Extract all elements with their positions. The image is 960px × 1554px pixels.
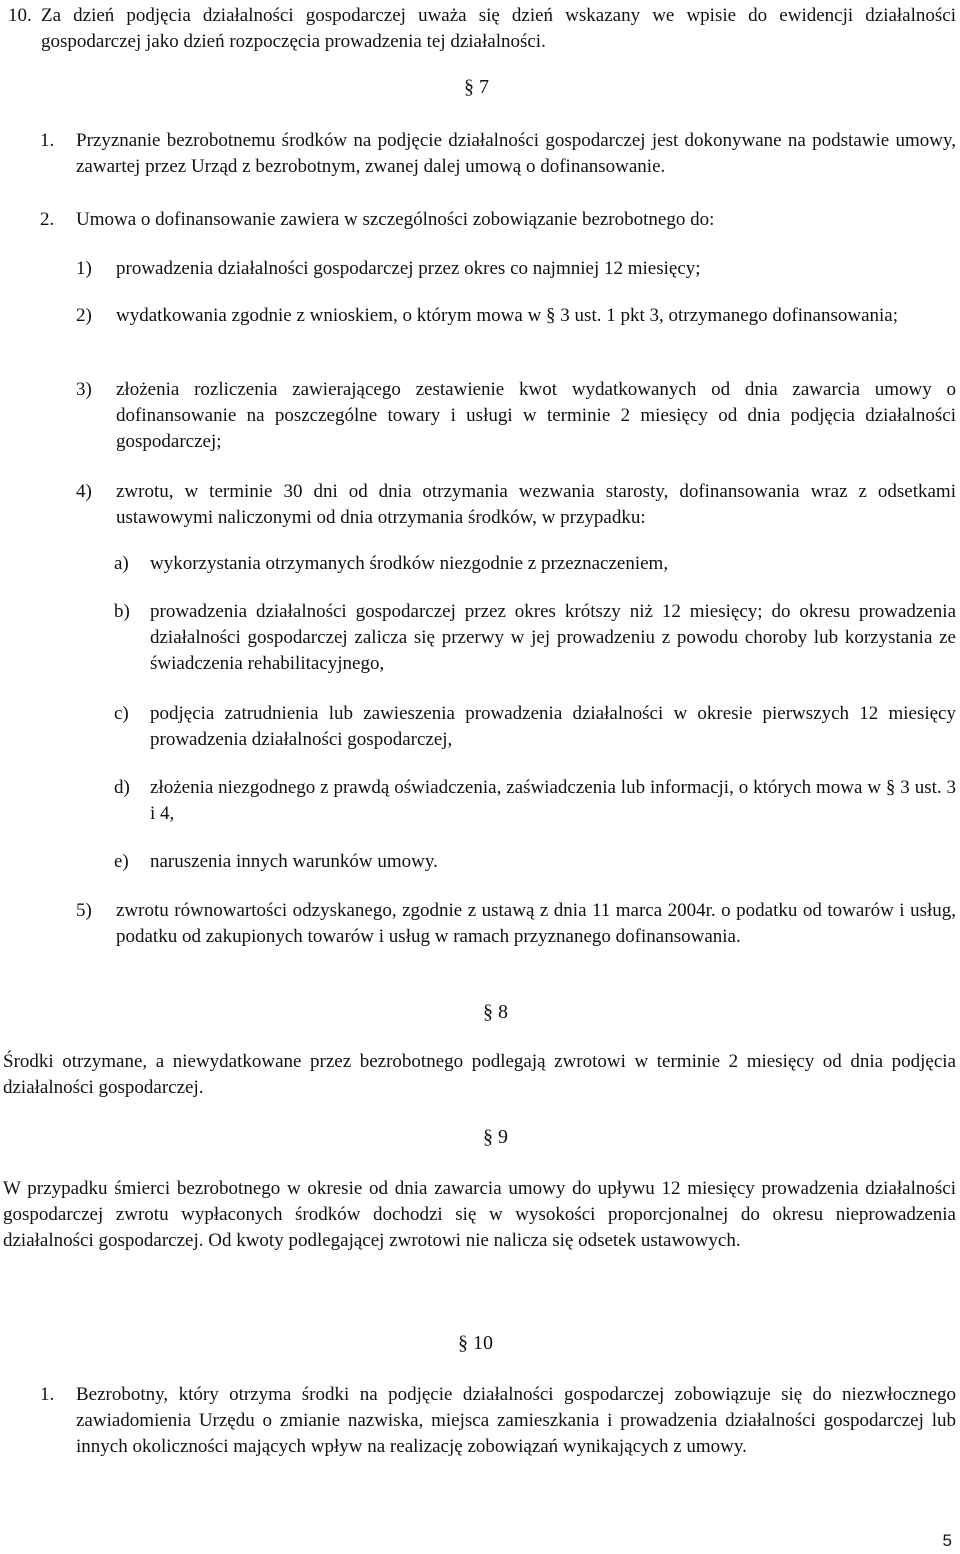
letter-item-d: [114, 775, 956, 827]
point-text: zwrotu równowartości odzyskanego, zgodnie z ustawą z dnia 11 marca 2004r. o podatku od towarów i usług, podatku od zakupionych towarów i usług w ramach przyznanego dofinansowania.: [116, 900, 956, 947]
letter-item-c: [114, 701, 956, 753]
letter-label: e): [114, 851, 129, 872]
item-text: Przyznanie bezrobotnemu środków na podjęcie działalności gospodarczej jest dokonywane na podstawie umowy, zawartej przez Urząd z bezrobotnym, zwanej dalej umową o dofinansowanie.: [76, 130, 956, 177]
letter-text: prowadzenia działalności gospodarczej przez okres krótszy niż 12 miesięcy; do okresu prowadzenia działalności gospodarczej zalicza się przerwy w jej prowadzeniu z powodu choroby lub korzystania ze świadczenia rehabilitacyjnego,: [150, 601, 956, 674]
letter-text: naruszenia innych warunków umowy.: [150, 851, 438, 872]
letter-text: złożenia niezgodnego z prawdą oświadczenia, zaświadczenia lub informacji, o których mowa w § 3 ust. 3 i 4,: [150, 777, 956, 824]
section7-item-2: [40, 207, 956, 233]
letter-label: a): [114, 553, 129, 574]
letter-text: podjęcia zatrudnienia lub zawieszenia prowadzenia działalności w okresie pierwszych 12 miesięcy prowadzenia działalności gospodarczej,: [150, 703, 956, 750]
point-text: złożenia rozliczenia zawierającego zestawienie kwot wydatkowanych od dnia zawarcia umowy o dofinansowanie na poszczególne towary i usługi w terminie 2 miesięcy od dnia podjęcia działalności gospodarczej;: [116, 379, 956, 452]
point-3: [76, 377, 956, 455]
point-4: [76, 479, 956, 531]
section10-item-1: [40, 1382, 956, 1460]
item-number: 1.: [40, 130, 55, 151]
point-number: 3): [76, 379, 92, 400]
section7-item-1: [40, 128, 956, 180]
letter-label: b): [114, 601, 130, 622]
item-number: 2.: [40, 209, 55, 230]
item-text: Za dzień podjęcia działalności gospodarczej uważa się dzień wskazany we wpisie do ewidencji działalności gospodarczej jako dzień rozpoczęcia prowadzenia tej działalności.: [41, 5, 956, 52]
section-heading-7: § 7: [464, 76, 489, 98]
point-number: 5): [76, 900, 92, 921]
section-heading-10: § 10: [458, 1332, 493, 1354]
point-text: prowadzenia działalności gospodarczej przez okres co najmniej 12 miesięcy;: [116, 258, 701, 279]
section9-text: W przypadku śmierci bezrobotnego w okresie od dnia zawarcia umowy do upływu 12 miesięcy prowadzenia działalności gospodarczej zwrotu wypłaconych środków dochodzi się w wysokości proporcjonalnej do okresu nieprowadzenia działalności gospodarczej. Od kwoty podlegającej zwrotowi nie nalicza się odsetek ustawowych.: [3, 1178, 956, 1251]
point-2: [76, 303, 956, 329]
section-heading-8: § 8: [483, 1001, 508, 1023]
point-number: 4): [76, 481, 92, 502]
point-number: 1): [76, 258, 92, 279]
paragraph-10: [8, 3, 956, 55]
point-number: 2): [76, 305, 92, 326]
letter-label: d): [114, 777, 130, 798]
letter-item-a: [114, 551, 956, 577]
point-text: zwrotu, w terminie 30 dni od dnia otrzymania wezwania starosty, dofinansowania wraz z odsetkami ustawowymi naliczonymi od dnia otrzymania środków, w przypadku:: [116, 481, 956, 528]
page-number: 5: [942, 1531, 952, 1550]
point-text: wydatkowania zgodnie z wnioskiem, o którym mowa w § 3 ust. 1 pkt 3, otrzymanego dofinansowania;: [116, 305, 899, 326]
letter-item-b: [114, 599, 956, 677]
letter-item-e: [114, 849, 956, 875]
section8-text: Środki otrzymane, a niewydatkowane przez bezrobotnego podlegają zwrotowi w terminie 2 miesięcy od dnia podjęcia działalności gospodarczej.: [3, 1051, 956, 1098]
item-number: 10.: [8, 5, 32, 26]
item-text: Bezrobotny, który otrzyma środki na podjęcie działalności gospodarczej zobowiązuje się do niezwłocznego zawiadomienia Urzędu o zmianie nazwiska, miejsca zamieszkania i prowadzenia działalności gospodarczej lub innych okoliczności mających wpływ na realizację zobowiązań wynikających z umowy.: [76, 1384, 956, 1457]
item-text: Umowa o dofinansowanie zawiera w szczególności zobowiązanie bezrobotnego do:: [76, 209, 715, 230]
point-5: [76, 898, 956, 950]
point-1: [76, 256, 956, 282]
letter-label: c): [114, 703, 129, 724]
section-heading-9: § 9: [483, 1126, 508, 1148]
letter-text: wykorzystania otrzymanych środków niezgodnie z przeznaczeniem,: [150, 553, 669, 574]
item-number: 1.: [40, 1384, 55, 1405]
